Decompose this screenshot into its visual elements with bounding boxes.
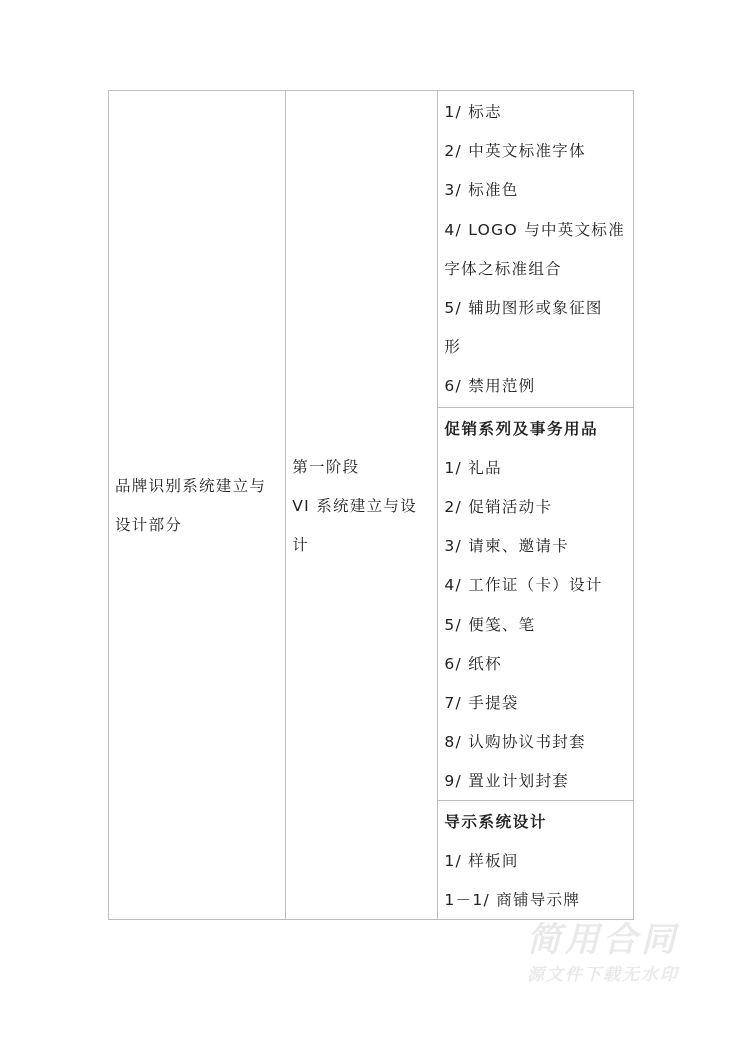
category-line-1: 品牌识别系统建立与 xyxy=(115,477,267,495)
items-section-basic xyxy=(438,91,633,407)
list-item: 5/ 辅助图形或象征图 xyxy=(444,299,603,318)
list-item: 1－1/ 商铺导示牌 xyxy=(444,891,581,910)
list-item: 1/ 样板间 xyxy=(444,851,519,870)
list-item: 4/ 工作证（卡）设计 xyxy=(444,576,603,595)
table-cell-category xyxy=(109,91,286,919)
watermark-sub-text: 源文件下载无水印 xyxy=(527,965,679,985)
table-cell-items xyxy=(438,91,633,919)
category-line-2: 设计部分 xyxy=(115,516,183,534)
list-item: 3/ 请柬、邀请卡 xyxy=(444,537,570,556)
items-section-promotion xyxy=(438,407,633,800)
list-item: 1/ 礼品 xyxy=(444,458,502,477)
list-item: 1/ 标志 xyxy=(444,103,502,121)
stage-line-2: VI 系统建立与设计 xyxy=(292,496,418,554)
list-item: 3/ 标准色 xyxy=(444,181,519,200)
section-heading: 导示系统设计 xyxy=(444,812,547,831)
list-item: 5/ 便笺、笔 xyxy=(444,615,536,634)
list-item: 8/ 认购协议书封套 xyxy=(444,733,586,752)
table-cell-stage xyxy=(286,91,438,919)
items-section-signage xyxy=(438,800,633,921)
list-item: 6/ 禁用范例 xyxy=(444,377,536,396)
category-text xyxy=(115,467,266,545)
stage-text xyxy=(292,448,431,565)
list-item: 2/ 促销活动卡 xyxy=(444,498,553,517)
stage-line-1: 第一阶段 xyxy=(292,457,360,476)
list-item: 2/ 中英文标准字体 xyxy=(444,142,586,161)
list-item: 字体之标准组合 xyxy=(444,259,562,278)
watermark-main-text: 简用合同 xyxy=(527,920,679,960)
section-heading: 促销系列及事务用品 xyxy=(444,419,599,438)
list-item: 形 xyxy=(444,338,462,357)
watermark xyxy=(508,918,698,988)
list-item: 7/ 手提袋 xyxy=(444,694,519,713)
list-item: 6/ 纸杯 xyxy=(444,654,502,673)
list-item: 4/ LOGO 与中英文标准 xyxy=(444,220,625,239)
document-table xyxy=(108,90,634,920)
list-item: 9/ 置业计划封套 xyxy=(444,772,570,791)
